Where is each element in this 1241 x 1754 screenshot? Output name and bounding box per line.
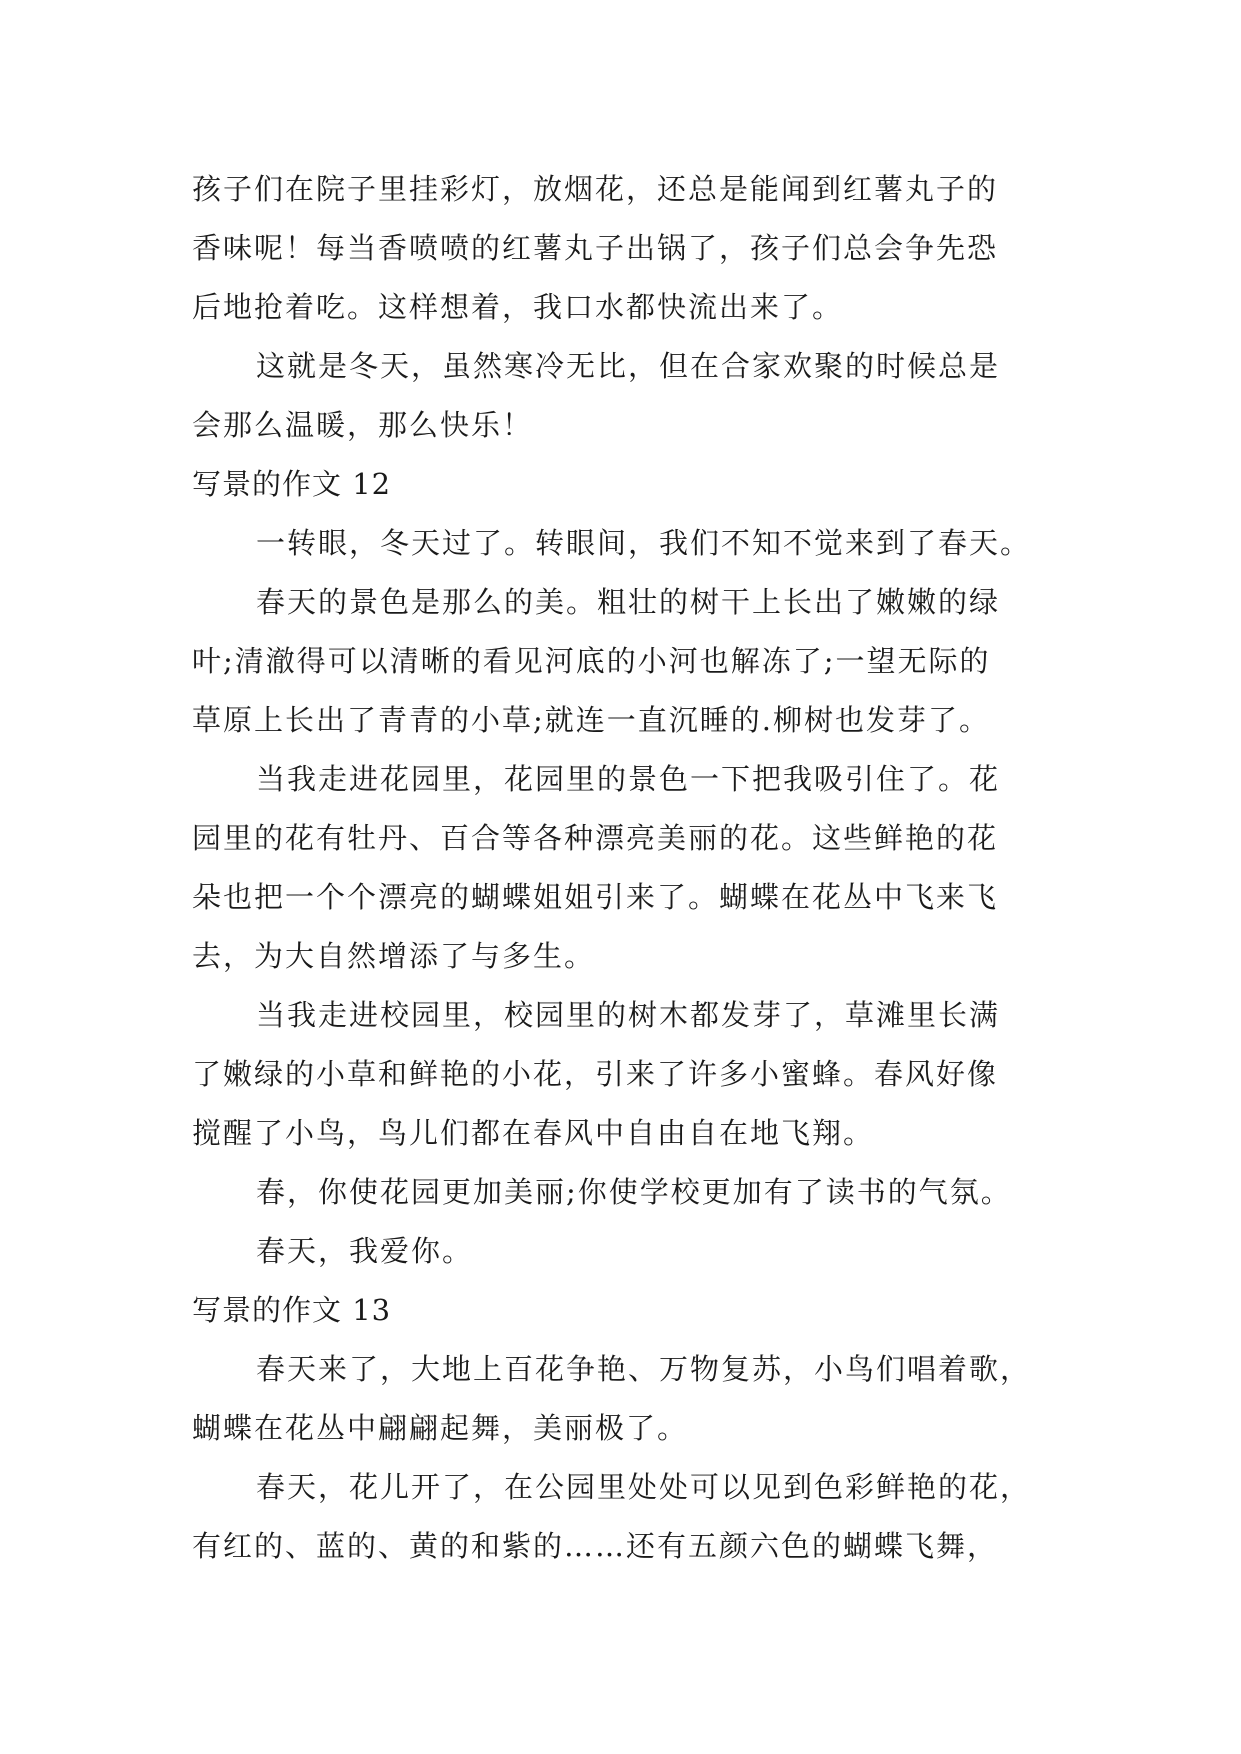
paragraph-line: 朵也把一个个漂亮的蝴蝶姐姐引来了。蝴蝶在花丛中飞来飞 <box>192 880 999 914</box>
section-heading: 写景的作文 13 <box>192 1293 392 1327</box>
paragraph-line: 园里的花有牡丹、百合等各种漂亮美丽的花。这些鲜艳的花 <box>192 821 999 855</box>
paragraph-line: 草原上长出了青青的小草;就连一直沉睡的.柳树也发芽了。 <box>192 703 990 737</box>
paragraph-line: 蝴蝶在花丛中翩翩起舞，美丽极了。 <box>192 1411 689 1445</box>
paragraph-line: 会那么温暖，那么快乐！ <box>192 408 534 442</box>
paragraph-line: 后地抢着吃。这样想着，我口水都快流出来了。 <box>192 290 844 324</box>
paragraph-line: 搅醒了小鸟，鸟儿们都在春风中自由自在地飞翔。 <box>192 1116 875 1150</box>
document-body <box>192 160 1072 1576</box>
paragraph-line: 这就是冬天，虽然寒冷无比，但在合家欢聚的时候总是 <box>256 349 1001 383</box>
paragraph-line: 春，你使花园更加美丽;你使学校更加有了读书的气氛。 <box>256 1175 1012 1209</box>
paragraph-line: 春天，花儿开了，在公园里处处可以见到色彩鲜艳的花， <box>256 1470 1032 1504</box>
paragraph-line: 春天来了，大地上百花争艳、万物复苏，小鸟们唱着歌， <box>256 1352 1032 1386</box>
section-heading: 写景的作文 12 <box>192 467 392 501</box>
paragraph-line: 春天的景色是那么的美。粗壮的树干上长出了嫩嫩的绿 <box>256 585 1001 619</box>
paragraph-line: 春天，我爱你。 <box>256 1234 474 1268</box>
paragraph-line: 去，为大自然增添了与多生。 <box>192 939 596 973</box>
paragraph-line: 当我走进校园里，校园里的树木都发芽了，草滩里长满 <box>256 998 1001 1032</box>
paragraph-line: 有红的、蓝的、黄的和紫的……还有五颜六色的蝴蝶飞舞， <box>192 1529 999 1563</box>
paragraph-line: 叶;清澈得可以清晰的看见河底的小河也解冻了;一望无际的 <box>192 644 991 678</box>
paragraph-line: 孩子们在院子里挂彩灯，放烟花，还总是能闻到红薯丸子的 <box>192 172 999 206</box>
paragraph-line: 香味呢！每当香喷喷的红薯丸子出锅了，孩子们总会争先恐 <box>192 231 999 265</box>
paragraph-line: 了嫩绿的小草和鲜艳的小花，引来了许多小蜜蜂。春风好像 <box>192 1057 999 1091</box>
paragraph-line: 当我走进花园里，花园里的景色一下把我吸引住了。花 <box>256 762 1001 796</box>
paragraph-line: 一转眼，冬天过了。转眼间，我们不知不觉来到了春天。 <box>256 526 1032 560</box>
